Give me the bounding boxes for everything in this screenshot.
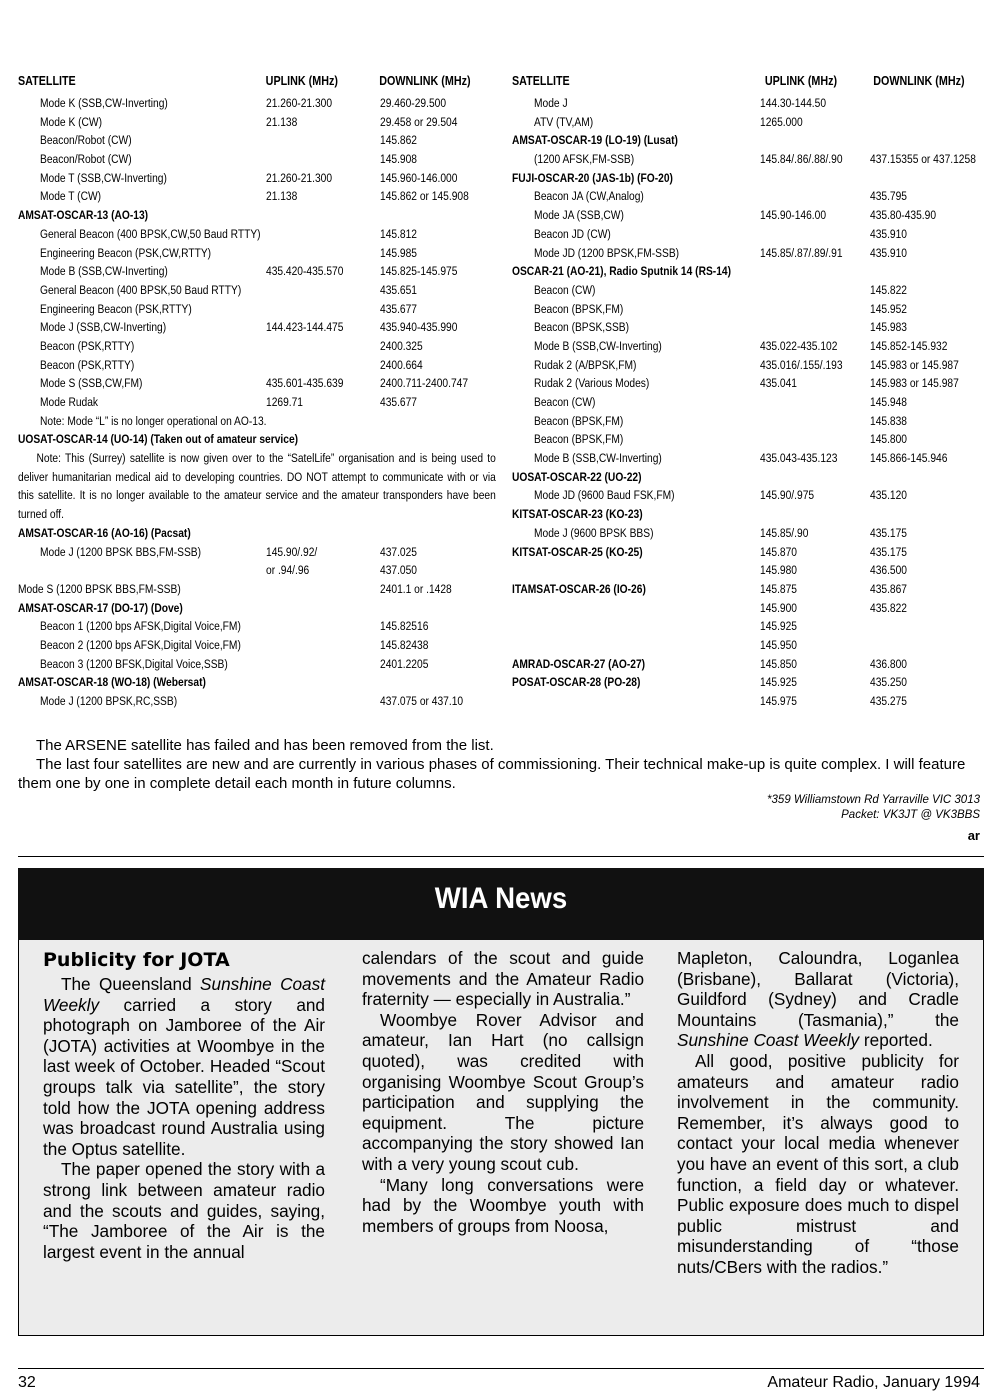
satellite-name: General Beacon (400 BPSK,50 Baud RTTY) [40, 282, 242, 297]
satellite-name: Beacon (BPSK,FM) [534, 301, 624, 316]
table-header [512, 74, 983, 94]
news-column-1 [43, 948, 325, 1262]
news-col2-p1: calendars of the scout and guide movements and the Amateur Radio fraternity — especially in Australia.” [362, 948, 644, 1010]
page-number: 32 [18, 1374, 36, 1391]
signoff: ar [967, 828, 980, 843]
satellite-name: POSAT-OSCAR-28 (PO-28) [512, 675, 641, 690]
table-row [512, 486, 984, 505]
left-rows-2 [18, 524, 496, 711]
table-row [512, 468, 984, 487]
uplink-value: 145.925 [760, 675, 798, 690]
satellite-name: Beacon (PSK,RTTY) [40, 338, 135, 353]
table-row [18, 393, 496, 412]
table-row [512, 393, 984, 412]
table-row [18, 655, 496, 674]
news-col1-p1: The Queensland Sunshine Coast Weekly carried a story and photograph on Jamboree of the Air (JOTA) activities at Woombye in the last week of October. Headed “Scout groups talk via satellite”, the story told how the JOTA opening address was broadcast round Australia using the Optus satellite. [43, 974, 325, 1159]
table-row [18, 356, 496, 375]
table-row [512, 412, 984, 431]
footnotes [18, 736, 984, 793]
table-row [18, 206, 496, 225]
satellite-name: Mode J (1200 BPSK,RC,SSB) [40, 694, 178, 709]
uplink-value: 145.980 [760, 563, 798, 578]
footer-rule [18, 1368, 984, 1369]
uplink-value: 145.85/.87/.89/.91 [760, 245, 843, 260]
downlink-value: 435.910 [870, 245, 908, 260]
satellite-name: Mode JD (9600 Baud FSK,FM) [534, 488, 675, 503]
uplink-value: 145.875 [760, 581, 798, 596]
uplink-value: 435.041 [760, 376, 798, 391]
downlink-value: 436.500 [870, 563, 908, 578]
divider [18, 856, 984, 857]
satellite-name: Mode K (SSB,CW-Inverting) [40, 96, 168, 110]
table-row [18, 374, 496, 393]
author-packet: Packet: VK3JT @ VK3BBS [841, 809, 980, 821]
uplink-value: 145.84/.86/.88/.90 [760, 152, 843, 167]
downlink-value: 145.825-145.975 [380, 264, 458, 279]
satellite-name: (1200 AFSK,FM-SSB) [534, 152, 635, 167]
uplink-value: 145.870 [760, 544, 798, 559]
footnote-arsene: The ARSENE satellite has failed and has been removed from the list. [36, 737, 494, 754]
satellite-name: Rudak 2 (Various Modes) [534, 376, 650, 391]
table-row [512, 524, 984, 543]
uplink-value: 145.925 [760, 619, 798, 634]
table-row [512, 617, 984, 636]
downlink-value: 145.82516 [380, 619, 429, 634]
uplink-value: 145.85/.90 [760, 525, 809, 540]
news-col2-p2: Woombye Rover Advisor and amateur, Ian Hart (no callsign quoted), was credited with organising Woombye Scout Group’s participation and supplying the equipment. The picture accompanying the story showed Ian with a very young scout cub. [362, 1009, 644, 1174]
satellite-name: Beacon 2 (1200 bps AFSK,Digital Voice,FM) [40, 638, 241, 652]
downlink-value: 145.948 [870, 395, 908, 409]
satellite-name: Mode J (SSB,CW-Inverting) [40, 320, 167, 335]
table-row [512, 599, 984, 618]
uplink-value: 145.950 [760, 637, 798, 652]
downlink-value: 435.677 [380, 301, 418, 316]
downlink-value: 145.838 [870, 413, 908, 428]
satellite-name: Beacon (BPSK,SSB) [534, 320, 630, 335]
uplink-value: 145.900 [760, 600, 798, 615]
table-row [18, 599, 496, 618]
satellite-name: Mode B (SSB,CW-Inverting) [534, 338, 662, 353]
header-satellite: SATELLITE [18, 74, 76, 88]
header-satellite: SATELLITE [512, 74, 570, 88]
downlink-value: 145.908 [380, 152, 418, 167]
downlink-value: 435.867 [870, 581, 908, 596]
satellite-name: KITSAT-OSCAR-23 (KO-23) [512, 507, 643, 522]
table-row [18, 113, 496, 132]
satellite-name: Beacon 1 (1200 bps AFSK,Digital Voice,FM) [40, 619, 241, 634]
downlink-value: 435.651 [380, 282, 418, 297]
header-downlink: DOWNLINK (MHz) [873, 74, 965, 88]
publication-name: Amateur Radio, January 1994 [767, 1374, 980, 1391]
table-row [512, 206, 984, 225]
satellite-name: Note: Mode “L” is no longer operational on AO-13. [40, 413, 267, 428]
downlink-value: 29.460-29.500 [380, 96, 447, 110]
table-row [512, 318, 984, 337]
table-row [18, 561, 496, 580]
uplink-value: 435.016/.155/.193 [760, 357, 843, 372]
news-col3-p1: Mapleton, Caloundra, Loganlea (Brisbane), Ballarat (Victoria), Guildford (Sydney) and Cradle Mountains (Tasmania),” the Sunshine Coast Weekly reported. [677, 948, 959, 1051]
downlink-value: 435.677 [380, 395, 418, 409]
downlink-value: 435.80-435.90 [870, 208, 937, 223]
downlink-value: 437.15355 or 437.1258 [870, 152, 976, 167]
uplink-value: 144.30-144.50 [760, 96, 827, 110]
satellite-name: Mode B (SSB,CW-Inverting) [40, 264, 168, 279]
table-row [512, 374, 984, 393]
satellite-name: AMSAT-OSCAR-19 (LO-19) (Lusat) [512, 133, 678, 148]
author-address: *359 Williamstown Rd Yarraville VIC 3013 [767, 794, 980, 806]
table-row [512, 150, 984, 169]
satellite-name: Mode T (CW) [40, 189, 102, 204]
downlink-value: 437.075 or 437.10 [380, 694, 464, 709]
table-row [512, 636, 984, 655]
downlink-value: 145.862 or 145.908 [380, 189, 469, 204]
downlink-value: 2400.325 [380, 338, 423, 353]
table-row [512, 244, 984, 263]
table-row [18, 131, 496, 150]
table-row [18, 692, 496, 711]
satellite-name: Mode S (1200 BPSK BBS,FM-SSB) [18, 581, 181, 596]
table-row [512, 281, 984, 300]
satellite-name: AMRAD-OSCAR-27 (AO-27) [512, 656, 646, 671]
table-row [512, 580, 984, 599]
table-row [18, 673, 496, 692]
footnote-new-satellites: The last four satellites are new and are currently in various phases of commissioning. Their technical make-up is quite complex. I will feature them one by one in complete detail each month in future columns. [18, 756, 966, 792]
satellite-name: Mode T (SSB,CW-Inverting) [40, 170, 167, 185]
satellite-name: ITAMSAT-OSCAR-26 (IO-26) [512, 581, 646, 596]
table-row [18, 169, 496, 188]
downlink-value: 2400.664 [380, 357, 423, 372]
downlink-value: 145.812 [380, 226, 418, 241]
satellite-name: OSCAR-21 (AO-21), Radio Sputnik 14 (RS-14) [512, 264, 732, 279]
satellite-name: Rudak 2 (A/BPSK,FM) [534, 357, 637, 372]
satellite-name: Beacon (BPSK,FM) [534, 413, 624, 428]
satellite-name: Mode JA (SSB,CW) [534, 208, 624, 223]
table-row [18, 580, 496, 599]
table-row [512, 543, 984, 562]
news-col1-p2: The paper opened the story with a strong link between amateur radio and the scouts and guides, saying, “The Jamboree of the Air is the largest event in the annual [43, 1159, 325, 1262]
news-box [18, 940, 984, 1336]
satellite-name: Mode J [534, 96, 568, 110]
table-row [512, 356, 984, 375]
table-row [512, 131, 984, 150]
downlink-value: 145.960-146.000 [380, 170, 458, 185]
downlink-value: 435.822 [870, 600, 908, 615]
satellite-name: General Beacon (400 BPSK,CW,50 Baud RTTY) [40, 226, 261, 241]
table-row [512, 94, 984, 113]
satellite-name: Mode S (SSB,CW,FM) [40, 376, 143, 391]
table-row [512, 300, 984, 319]
table-row [18, 244, 496, 263]
table-row [512, 505, 984, 524]
table-row [512, 430, 984, 449]
uplink-value: 145.975 [760, 694, 798, 708]
table-header [18, 74, 495, 94]
uplink-value: or .94/.96 [266, 563, 310, 578]
uplink-value: 21.138 [266, 114, 298, 129]
table-row [18, 300, 496, 319]
header-downlink: DOWNLINK (MHz) [379, 74, 471, 88]
right-rows [512, 94, 984, 711]
satellite-name: Beacon/Robot (CW) [40, 152, 132, 167]
news-column-3 [677, 948, 959, 1278]
uplink-value: 144.423-144.475 [266, 320, 344, 335]
header-uplink: UPLINK (MHz) [764, 74, 838, 88]
news-banner [18, 868, 984, 940]
downlink-value: 145.983 or 145.987 [870, 357, 959, 372]
table-row [18, 187, 496, 206]
satellite-name: AMSAT-OSCAR-17 (DO-17) (Dove) [18, 600, 183, 615]
uplink-value: 435.043-435.123 [760, 451, 838, 466]
table-row [18, 543, 496, 562]
table-row [512, 225, 984, 244]
satellite-name: Mode Rudak [40, 395, 99, 409]
satellite-table-right [512, 74, 984, 711]
downlink-value: 145.983 or 145.987 [870, 376, 959, 391]
table-row [18, 94, 496, 113]
downlink-value: 2400.711-2400.747 [380, 376, 469, 391]
downlink-value: 437.025 [380, 544, 418, 559]
downlink-value: 145.82438 [380, 638, 429, 652]
news-col3-p2: All good, positive publicity for amateurs and amateur radio involvement in the community. Remember, it’s always good to contact your local media whenever you have an event of this sort, a club function, a field day or whatever. Public exposure does much to dispel public mistrust and misunderstanding of “those nuts/CBers with the radios.” [677, 1050, 959, 1277]
downlink-value: 436.800 [870, 656, 908, 671]
satellite-name: FUJI-OSCAR-20 (JAS-1b) (FO-20) [512, 170, 673, 185]
downlink-value: 2401.1 or .1428 [380, 581, 452, 596]
downlink-value: 145.862 [380, 133, 418, 148]
satellite-name: Mode K (CW) [40, 114, 103, 129]
downlink-value: 29.458 or 29.504 [380, 114, 458, 129]
downlink-value: 435.910 [870, 226, 908, 241]
news-banner-title: WIA News [434, 882, 568, 915]
satellite-name: Mode J (1200 BPSK BBS,FM-SSB) [40, 544, 202, 559]
satellite-name: UOSAT-OSCAR-14 (UO-14) (Taken out of amateur service) [18, 432, 299, 447]
table-row [512, 169, 984, 188]
uplink-value: 21.260-21.300 [266, 96, 333, 110]
table-row [18, 430, 496, 449]
uplink-value: 435.420-435.570 [266, 264, 344, 279]
table-row [512, 692, 984, 711]
satellite-name: AMSAT-OSCAR-18 (WO-18) (Webersat) [18, 675, 206, 690]
table-row [18, 636, 496, 655]
uplink-value: 435.601-435.639 [266, 376, 344, 391]
satellite-table-left [18, 74, 496, 711]
satellite-name: UOSAT-OSCAR-22 (UO-22) [512, 469, 642, 484]
satellite-name: AMSAT-OSCAR-16 (AO-16) (Pacsat) [18, 525, 191, 540]
downlink-value: 435.940-435.990 [380, 320, 458, 335]
downlink-value: 435.795 [870, 189, 908, 204]
downlink-value: 435.175 [870, 525, 908, 540]
satellite-name: Beacon/Robot (CW) [40, 133, 132, 148]
downlink-value: 435.120 [870, 488, 908, 503]
news-headline: Publicity for JOTA [43, 949, 230, 971]
satellite-name: Beacon JD (CW) [534, 226, 611, 241]
table-row [18, 412, 496, 431]
uplink-value: 145.90/.975 [760, 488, 815, 503]
table-row [18, 337, 496, 356]
table-row [512, 673, 984, 692]
uo14-note: Note: This (Surrey) satellite is now given over to the “SatelLife” organisation and is being used to deliver humanitarian medical aid to developing countries. DO NOT attempt to communicate with or via this satellite. It is no longer available to the amateur service and the amateur transponders have been turned off. [18, 451, 496, 522]
satellite-name: ATV (TV,AM) [534, 114, 594, 129]
downlink-value: 2401.2205 [380, 656, 429, 671]
satellite-name: Beacon 3 (1200 BFSK,Digital Voice,SSB) [40, 656, 228, 671]
downlink-value: 437.050 [380, 563, 418, 578]
satellite-name: Beacon (BPSK,FM) [534, 432, 624, 447]
satellite-name: Beacon (CW) [534, 282, 596, 297]
uplink-value: 145.90/.92/ [266, 544, 318, 559]
table-row [512, 337, 984, 356]
downlink-value: 145.800 [870, 432, 908, 447]
satellite-name: Engineering Beacon (PSK,CW,RTTY) [40, 245, 212, 260]
downlink-value: 145.952 [870, 301, 908, 316]
author-address-block [767, 793, 980, 823]
uplink-value: 145.850 [760, 656, 798, 671]
uplink-value: 21.138 [266, 189, 298, 204]
table-row [18, 281, 496, 300]
table-row [512, 187, 984, 206]
table-row [512, 655, 984, 674]
satellite-name: Beacon JA (CW,Analog) [534, 189, 644, 204]
satellite-name: KITSAT-OSCAR-25 (KO-25) [512, 544, 643, 559]
satellite-name: Mode B (SSB,CW-Inverting) [534, 451, 662, 466]
uplink-value: 435.022-435.102 [760, 338, 838, 353]
uplink-value: 1265.000 [760, 114, 803, 129]
downlink-value: 435.275 [870, 694, 908, 708]
uplink-value: 1269.71 [266, 395, 304, 409]
satellite-name: Mode JD (1200 BPSK,FM-SSB) [534, 245, 680, 260]
table-row [18, 150, 496, 169]
table-row [18, 225, 496, 244]
table-row [512, 262, 984, 281]
uplink-value: 21.260-21.300 [266, 170, 333, 185]
table-row [18, 524, 496, 543]
left-rows [18, 94, 496, 449]
downlink-value: 145.852-145.932 [870, 338, 948, 353]
table-row [18, 617, 496, 636]
downlink-value: 145.822 [870, 282, 908, 297]
news-column-2 [362, 948, 644, 1236]
satellite-name: Beacon (PSK,RTTY) [40, 357, 135, 372]
downlink-value: 435.250 [870, 675, 908, 690]
table-row [512, 113, 984, 132]
satellite-name: AMSAT-OSCAR-13 (AO-13) [18, 208, 149, 223]
table-row [512, 561, 984, 580]
uplink-value: 145.90-146.00 [760, 208, 827, 223]
table-row [512, 449, 984, 468]
table-row [18, 262, 496, 281]
satellite-name: Engineering Beacon (PSK,RTTY) [40, 301, 192, 316]
news-col2-p3: “Many long conversations were had by the Woombye youth with members of groups from Noosa, [362, 1174, 644, 1236]
downlink-value: 145.983 [870, 320, 908, 335]
downlink-value: 145.985 [380, 245, 418, 260]
satellite-name: Beacon (CW) [534, 395, 596, 409]
table-row [18, 318, 496, 337]
downlink-value: 145.866-145.946 [870, 451, 948, 466]
satellite-name: Mode J (9600 BPSK BBS) [534, 525, 654, 540]
header-uplink: UPLINK (MHz) [265, 74, 338, 88]
downlink-value: 435.175 [870, 544, 908, 559]
